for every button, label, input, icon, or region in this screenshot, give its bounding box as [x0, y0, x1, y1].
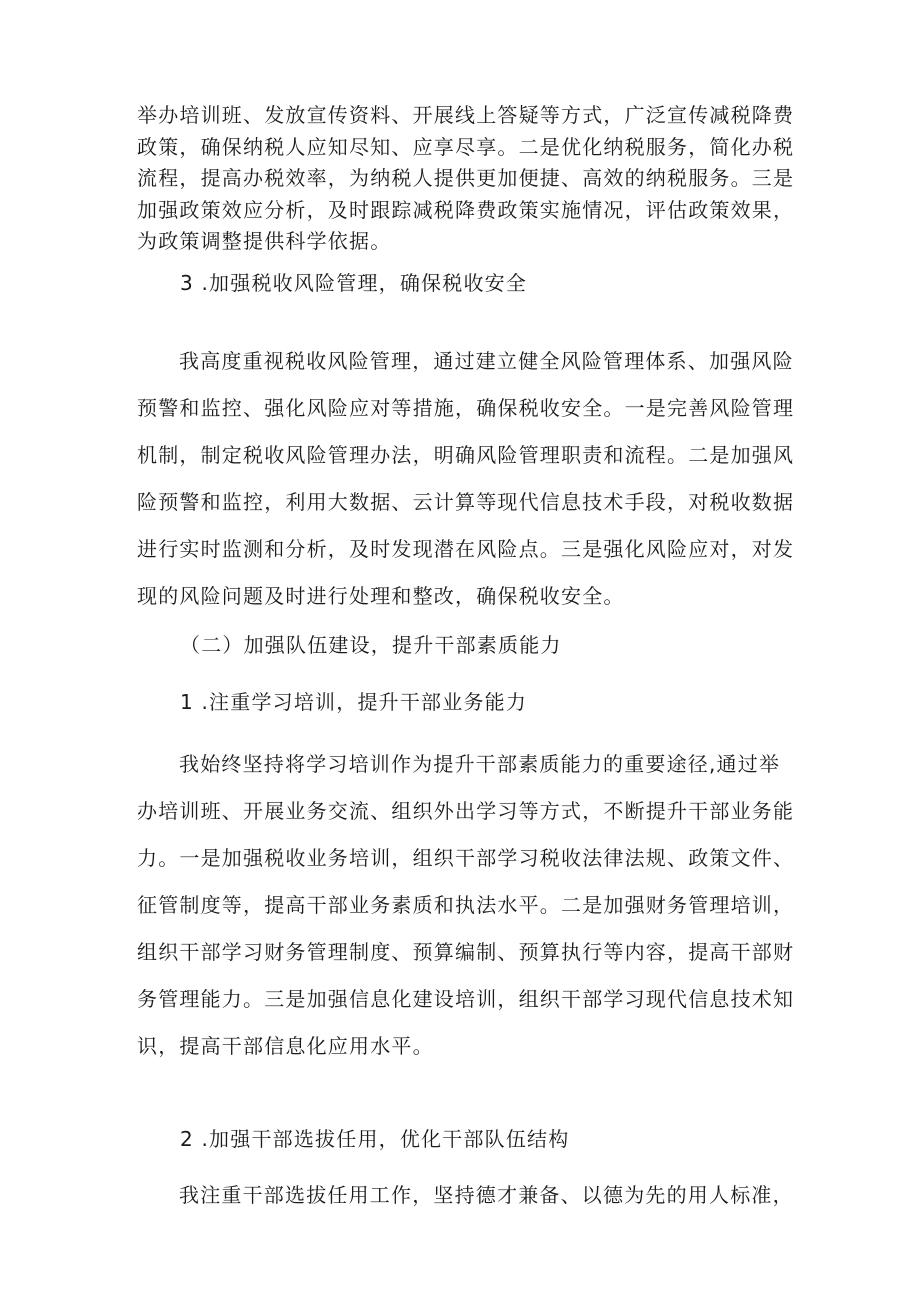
paragraph-study-training: 我始终坚持将学习培训作为提升干部素质能力的重要途径,通过举办培训班、开展业务交流、组织外出学习等方式，不断提升干部业务能力。一是加强税收业务培训，组织干部学习税收法律法规、政策文件、征管制度等，提高干部业务素质和执法水平。二是加强财务管理培训，组织干部学习财务管理制度、预算编制、预算执行等内容，提高干部财务管理能力。三是加强信息化建设培训，组织干部学习现代信息技术知识，提高干部信息化应用水平。	[137, 752, 795, 1058]
heading-team-building: （二）加强队伍建设，提升干部素质能力	[180, 633, 562, 657]
paragraph-risk-management: 我高度重视税收风险管理，通过建立健全风险管理体系、加强风险预警和监控、强化风险应对等措施，确保税收安全。一是完善风险管理机制，制定税收风险管理办法，明确风险管理职责和流程。二是加强风险预警和监控，利用大数据、云计算等现代信息技术手段，对税收数据进行实时监测和分析，及时发现潜在风险点。三是强化风险应对，对发现的风险问题及时进行处理和整改，确保税收安全。	[137, 349, 795, 608]
paragraph-cadre-selection: 我注重干部选拔任用工作，坚持德才兼备、以德为先的用人标准，	[179, 1183, 794, 1207]
heading-study-training: 1 .注重学习培训，提升干部业务能力	[180, 690, 528, 714]
paragraph-tax-cut-continuation: 举办培训班、发放宣传资料、开展线上答疑等方式，广泛宣传减税降费政策，确保纳税人应知尽知、应享尽享。二是优化纳税服务，简化办税流程，提高办税效率，为纳税人提供更加便捷、高效的纳税服务。三是加强政策效应分析，及时跟踪减税降费政策实施情况，评估政策效果，为政策调整提供科学依据。	[137, 103, 795, 253]
heading-cadre-selection: 2 .加强干部选拔任用，优化干部队伍结构	[180, 1127, 570, 1151]
heading-risk-management: 3 .加强税收风险管理，确保税收安全	[180, 271, 528, 295]
